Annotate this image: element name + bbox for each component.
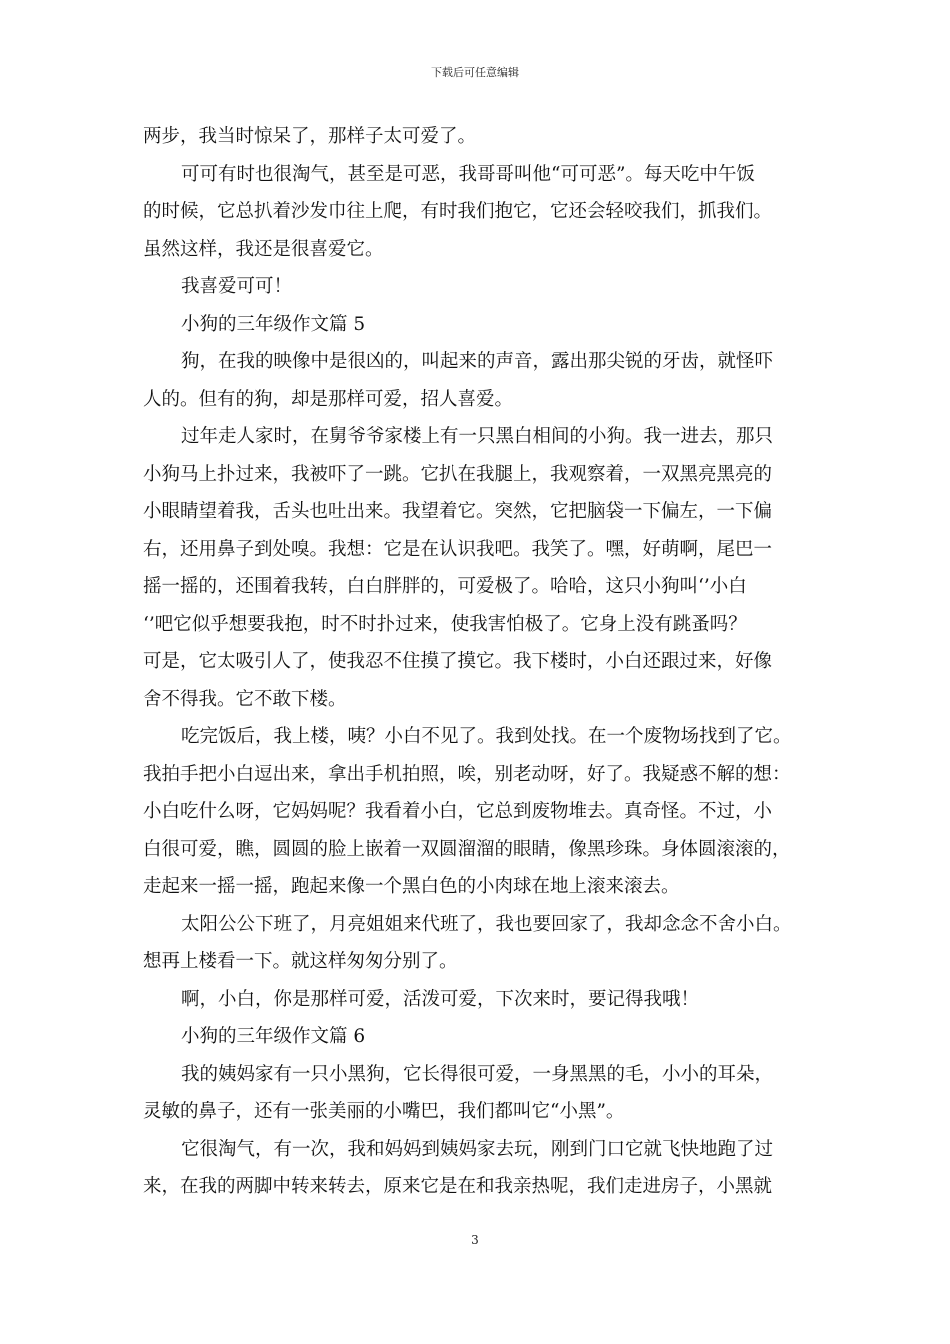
text-line: 小眼睛望着我，舌头也吐出来。我望着它。突然，它把脑袋一下偏左，一下偏	[143, 501, 773, 522]
text-line: 狗，在我的映像中是很凶的，叫起来的声音，露出那尖锐的牙齿，就怪吓	[181, 351, 774, 372]
page-number: 3	[471, 1233, 479, 1247]
text-line: 小狗的三年级作文篇 6	[181, 1026, 366, 1047]
text-line: 吃完饭后，我上楼，咦？小白不见了。我到处找。在一个废物场找到了它。	[181, 726, 792, 747]
text-line: 的时候，它总扒着沙发巾往上爬，有时我们抱它，它还会轻咬我们，抓我们。	[143, 201, 773, 222]
text-line: 太阳公公下班了，月亮姐姐来代班了，我也要回家了，我却念念不舍小白。	[181, 913, 792, 935]
text-line: 我的姨妈家有一只小黑狗，它长得很可爱，一身黑黑的毛，小小的耳朵，	[181, 1063, 774, 1085]
text-line: 虽然这样，我还是很喜爱它。	[143, 238, 384, 260]
text-line: 想再上楼看一下。就这样匆匆分别了。	[143, 951, 458, 972]
text-line: 走起来一摇一摇，跑起来像一个黑白色的小肉球在地上滚来滚去。	[143, 876, 680, 897]
text-line: 摇一摇的，还围着我转，白白胖胖的，可爱极了。哈哈，这只小狗叫‘’小白	[143, 576, 747, 597]
text-line: 它很淘气，有一次，我和妈妈到姨妈家去玩，刚到门口它就飞快地跑了过	[181, 1138, 774, 1160]
document-body	[143, 118, 823, 1206]
text-line: 啊，小白，你是那样可爱，活泼可爱，下次来时，要记得我哦！	[181, 988, 700, 1010]
text-line: 小白吃什么呀，它妈妈呢？我看着小白，它总到废物堆去。真奇怪。不过，小	[143, 801, 773, 822]
text-line: 来，在我的两脚中转来转去，原来它是在和我亲热呢，我们走进房子，小黑就	[143, 1176, 773, 1197]
text-line: 小狗的三年级作文篇 5	[181, 313, 366, 335]
text-line: 可可有时也很淘气，甚至是可恶，我哥哥叫他“可可恶”。每天吃中午饭	[181, 163, 755, 185]
page-header: 下载后可任意编辑	[431, 66, 519, 79]
text-line: 可是，它太吸引人了，使我忍不住摸了摸它。我下楼时，小白还跟过来，好像	[143, 651, 773, 672]
text-line: 白很可爱，瞧，圆圆的脸上嵌着一双圆溜溜的眼睛，像黑珍珠。身体圆滚滚的，	[143, 838, 791, 860]
text-line: 灵敏的鼻子，还有一张美丽的小嘴巴，我们都叫它“小黑”。	[143, 1101, 625, 1122]
text-line: 我喜爱可可！	[181, 276, 293, 297]
text-line: 人的。但有的狗，却是那样可爱，招人喜爱。	[143, 388, 514, 410]
text-line: 过年走人家时，在舅爷爷家楼上有一只黑白相间的小狗。我一进去，那只	[181, 426, 774, 447]
text-line: 右，还用鼻子到处嗅。我想：它是在认识我吧。我笑了。嘿，好萌啊，尾巴一	[143, 538, 773, 560]
text-line: 我拍手把小白逗出来，拿出手机拍照，唉，别老动呀，好了。我疑惑不解的想：	[143, 763, 791, 785]
text-line: ‘’吧它似乎想要我抱，时不时扑过来，使我害怕极了。它身上没有跳蚤吗？	[143, 613, 747, 635]
text-line: 两步，我当时惊呆了，那样子太可爱了。	[143, 126, 477, 147]
text-line: 小狗马上扑过来，我被吓了一跳。它扒在我腿上，我观察着，一双黑亮黑亮的	[143, 463, 773, 485]
text-line: 舍不得我。它不敢下楼。	[143, 688, 347, 710]
